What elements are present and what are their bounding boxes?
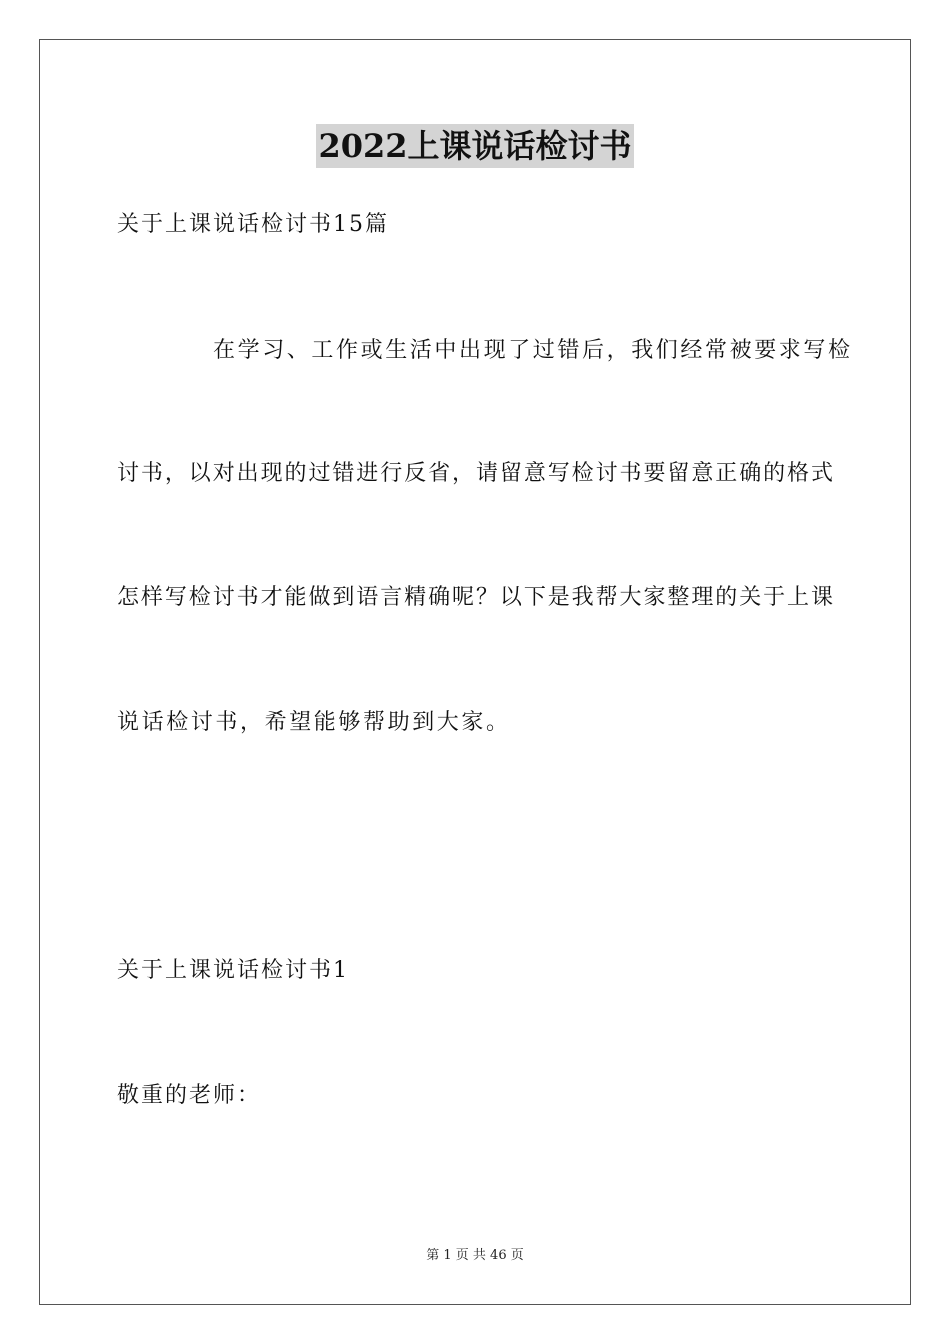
intro-line-2: 讨书，以对出现的过错进行反省，请留意写检讨书要留意正确的格式 — [117, 461, 833, 486]
intro-line-3: 怎样写检讨书才能做到语言精确呢？以下是我帮大家整理的关于上课 — [117, 585, 833, 610]
intro-line-1: 在学习、工作或生活中出现了过错后，我们经常被要求写检 — [213, 338, 853, 363]
section-heading: 关于上课说话检讨书1 — [117, 958, 349, 983]
intro-line-4: 说话检讨书，希望能够帮助到大家。 — [117, 710, 511, 735]
page-number-footer: 第 1 页 共 46 页 — [426, 1248, 524, 1263]
document-title: 2022上课说话检讨书 — [316, 124, 633, 168]
title-container — [0, 124, 950, 168]
document-subtitle: 关于上课说话检讨书15篇 — [117, 212, 389, 237]
salutation: 敬重的老师： — [117, 1083, 262, 1108]
